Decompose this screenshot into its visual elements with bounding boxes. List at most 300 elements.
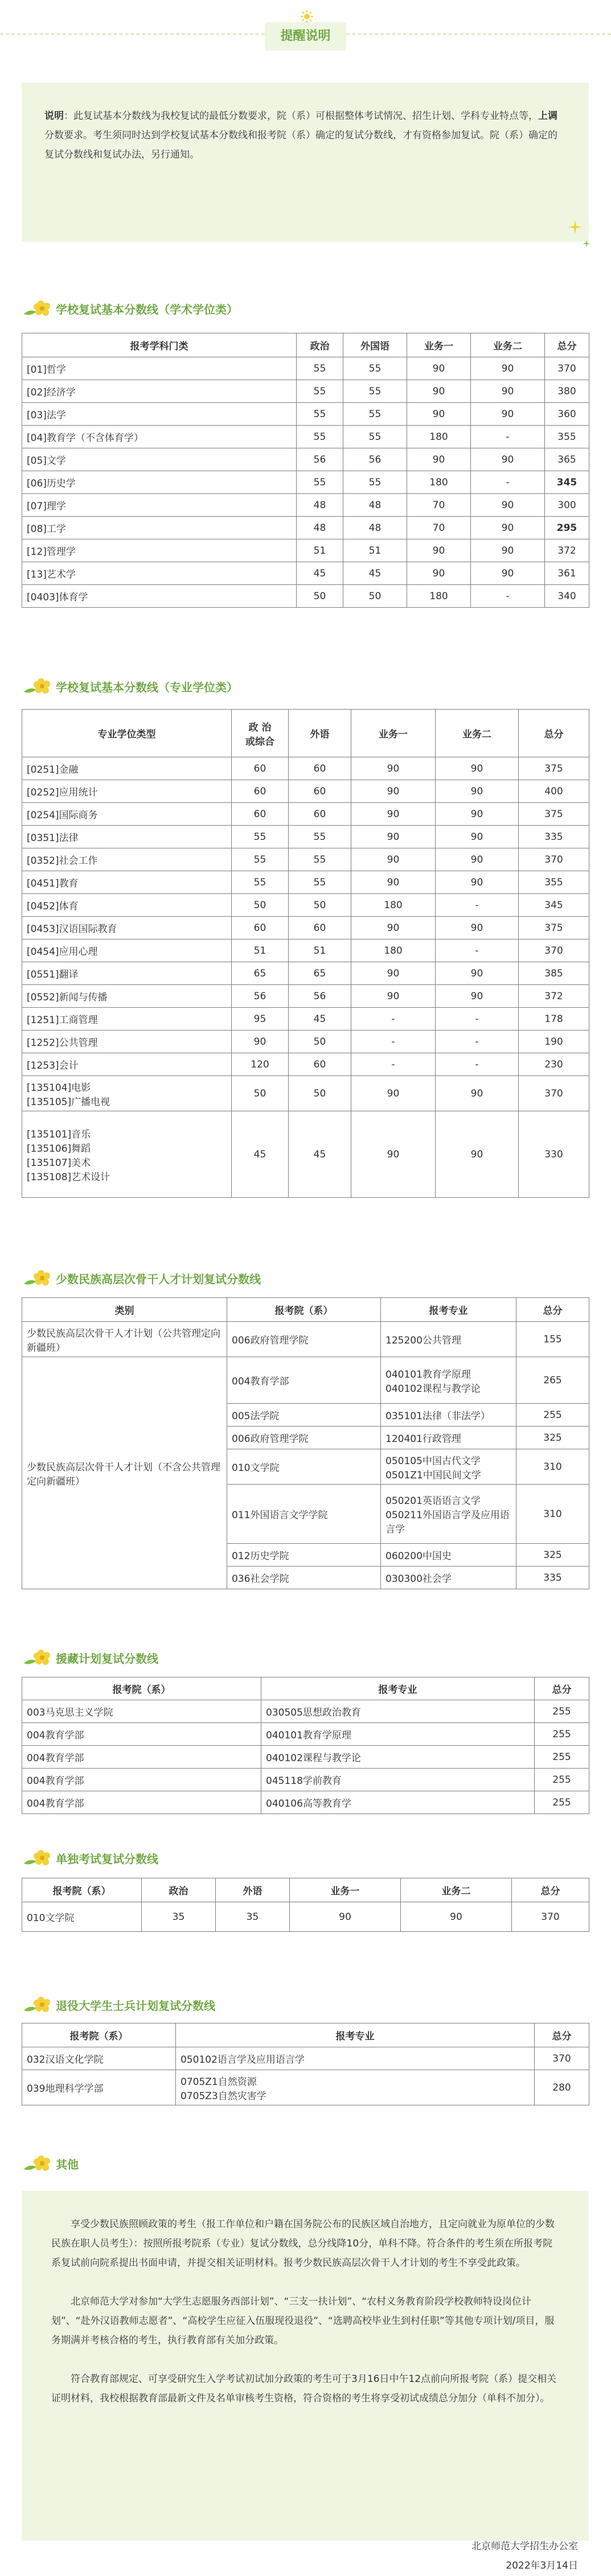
signature-org: 北京师范大学招生办公室 [471,2541,578,2552]
other-paragraph-3: 符合教育部规定、可享受研究生入学考试初试加分政策的考生可于3月16日中午12点前向所报考院（系）提交相关证明材料，我校根据教育部最新文件及名单审核考生资格，符合资格的考生将享受初试成绩总分加分（单科不加分）。 [51,2373,557,2404]
table-row [22,826,589,848]
table-cell: [0452]体育 [22,894,232,917]
table-cell: 90 [401,1902,512,1932]
column-header: 报考学科门类 [22,333,297,357]
column-header: 政 治 或综合 [232,710,289,757]
table-cell: 55 [343,471,407,494]
table-cell: 95 [232,1008,289,1031]
table-cell: 90 [351,917,436,939]
table-cell: 370 [535,2047,589,2070]
table-row [22,985,589,1008]
table-cell: 180 [407,471,471,494]
category-cell: 少数民族高层次骨干人才计划（公共管理定向新疆班） [22,1322,227,1357]
table-cell: [0252]应用统计 [22,780,232,803]
table-cell: 90 [407,448,471,471]
table-cell: [12]管理学 [22,539,297,562]
table-cell: [0351]法律 [22,826,232,848]
table-cell: 50 [232,1076,289,1111]
table-cell: 90 [471,494,545,517]
table-cell: 60 [232,917,289,939]
table-cell: - [436,894,519,917]
table-row [22,562,589,585]
table-cell: 380 [545,380,589,403]
table-cell: 178 [519,1008,589,1031]
table-cell: 55 [232,871,289,894]
table-cell: 70 [407,517,471,539]
section-minority-heading [22,1267,261,1289]
table-row [22,2047,589,2070]
table-cell: 48 [343,494,407,517]
table-row [22,1791,589,1814]
table-cell: 51 [343,539,407,562]
table-cell: 90 [351,826,436,848]
notice-title [265,22,346,51]
table-cell: - [436,939,519,962]
table-cell: 255 [535,1791,589,1814]
table-cell: 90 [471,539,545,562]
table-cell: 335 [516,1567,589,1589]
table-cell: [07]理学 [22,494,297,517]
table-row [22,1111,589,1198]
table-cell: 90 [351,757,436,780]
table-cell: 010文学院 [227,1449,381,1485]
table-row [22,1700,589,1723]
table-cell: 003马克思主义学院 [22,1700,261,1723]
table-cell: 60 [232,780,289,803]
table-cell: [1253]会计 [22,1053,232,1076]
table-cell: 90 [351,985,436,1008]
table-cell: 56 [289,985,351,1008]
column-header: 业务一 [290,1878,401,1902]
table-cell: 90 [471,357,545,380]
column-header: 类别 [22,1298,227,1322]
table-cell: - [471,426,545,448]
table-cell: 330 [519,1111,589,1198]
table-cell: 35 [142,1902,216,1932]
table-row [22,1008,589,1031]
table-cell: 90 [471,562,545,585]
table-row [22,780,589,803]
flower-icon [22,297,54,320]
table-cell: [05]文学 [22,448,297,471]
table-cell: 180 [351,894,436,917]
table-cell: 90 [436,1076,519,1111]
notice-text-1: ：此复试基本分数线为我校复试的最低分数要求，院（系）可根据整体考试情况、招生计划、学科专业特点等， [64,110,538,122]
table-cell: 90 [351,1111,436,1198]
table-cell: 60 [289,803,351,826]
table-row [22,448,589,471]
table-cell: 55 [232,848,289,871]
column-header: 报考专业 [176,2023,535,2047]
table-cell: 255 [516,1404,589,1427]
column-header: 总分 [512,1878,589,1902]
column-header: 总分 [535,2023,589,2047]
table-cell: 50 [289,1076,351,1111]
table-cell: 90 [351,962,436,985]
section-academic-title: 学校复试基本分数线（学术学位类） [56,302,238,316]
table-cell: 56 [343,448,407,471]
section-single-heading [22,1847,158,1869]
table-cell: 180 [407,585,471,608]
other-paragraph-1: 享受少数民族照顾政策的考生（报工作单位和户籍在国务院公布的民族区域自治地方，且定向就业为原单位的少数民族在职人员考生）：按照所报考院系（专业）复试分数线，总分线降10分，单科不降。符合条件的考生须在所报考院系复试前向院系提出书面申请，并提交相关证明材料。报考少数民族高层次骨干人才计划的考生不享受此政策。 [51,2219,555,2269]
table-cell: 375 [519,757,589,780]
column-header: 报考院（系） [22,1878,142,1902]
other-box [22,2191,589,2541]
table-cell: 280 [535,2070,589,2105]
table-cell: 90 [407,539,471,562]
table-cell: 361 [545,562,589,585]
table-row [22,426,589,448]
table-cell: - [436,1053,519,1076]
notice-header [0,14,611,54]
table-cell: [0453]汉语国际教育 [22,917,232,939]
column-header: 报考专业 [381,1298,516,1322]
flower-icon [22,1993,54,2016]
section-other-heading [22,2152,79,2175]
section-tibet-heading [22,1646,158,1669]
table-cell: [08]工学 [22,517,297,539]
table-row [22,1902,589,1932]
table-cell: 355 [545,426,589,448]
notice-text-2: 分数要求。考生须同时达到学校复试基本分数线和报考院（系）确定的复试分数线，才有资格参加复试。院（系）确定的复试分数线和复试办法，另行通知。 [44,130,557,160]
table-row [22,1076,589,1111]
table-row [22,962,589,985]
table-cell: [135101]音乐 [135106]舞蹈 [135107]美术 [135108]艺术设计 [22,1111,232,1198]
professional-table [22,709,589,1198]
table-header-row [22,1678,589,1700]
table-cell: 50 [289,894,351,917]
section-veteran-heading [22,1993,215,2016]
table-cell: 325 [516,1427,589,1449]
column-header: 外语 [216,1878,290,1902]
table-cell: [13]艺术学 [22,562,297,585]
table-cell: [06]历史学 [22,471,297,494]
table-cell: 035101法律（非法学） [381,1404,516,1427]
table-row [22,803,589,826]
notice-box [22,83,589,242]
section-minority-title: 少数民族高层次骨干人才计划复试分数线 [56,1272,261,1286]
column-header: 业务一 [407,333,471,357]
table-cell: 0705Z1自然资源 0705Z3自然灾害学 [176,2070,535,2105]
table-cell: 255 [535,1723,589,1746]
table-cell: 90 [351,780,436,803]
column-header: 报考院（系） [227,1298,381,1322]
table-cell: 55 [343,380,407,403]
table-cell: 60 [289,917,351,939]
table-row [22,2070,589,2105]
table-cell: 55 [343,426,407,448]
column-header: 报考院（系） [22,2023,176,2047]
table-cell: 180 [407,426,471,448]
table-header-row [22,333,589,357]
table-cell: 55 [232,826,289,848]
table-row [22,1769,589,1791]
table-cell: 006政府管理学院 [227,1322,381,1357]
sparkle-icon [567,219,583,235]
table-header-row [22,1298,589,1322]
column-header: 总分 [519,710,589,757]
table-cell: 004教育学部 [22,1791,261,1814]
notice-lead: 说明 [44,110,64,122]
table-cell: [0251]金融 [22,757,232,780]
column-header: 总分 [535,1678,589,1700]
table-cell: 90 [407,380,471,403]
table-cell: 370 [519,848,589,871]
table-cell: 325 [516,1544,589,1567]
table-cell: 90 [290,1902,401,1932]
table-cell: 60 [232,803,289,826]
table-cell: 50 [297,585,343,608]
veteran-table [22,2023,589,2105]
table-row [22,380,589,403]
section-professional-title: 学校复试基本分数线（专业学位类） [56,680,238,694]
table-cell: [0451]教育 [22,871,232,894]
table-cell: 45 [343,562,407,585]
table-cell: 90 [471,448,545,471]
table-cell: [0403]体育学 [22,585,297,608]
table-cell: [0454]应用心理 [22,939,232,962]
table-cell: 90 [351,803,436,826]
table-cell: 56 [232,985,289,1008]
category-cell: 少数民族高层次骨干人才计划（不含公共管理定向新疆班） [22,1357,227,1589]
table-cell: 70 [407,494,471,517]
table-cell: 90 [436,826,519,848]
table-cell: 55 [297,471,343,494]
table-cell: [02]经济学 [22,380,297,403]
table-cell: 90 [471,403,545,426]
section-professional-heading [22,675,238,698]
table-cell: 255 [535,1700,589,1723]
table-cell: 010文学院 [22,1902,142,1932]
column-header: 业务二 [401,1878,512,1902]
table-cell: 370 [512,1902,589,1932]
table-header-row [22,1878,589,1902]
table-cell: 65 [232,962,289,985]
column-header: 专业学位类型 [22,710,232,757]
table-cell: 48 [297,494,343,517]
table-row [22,403,589,426]
table-cell: 55 [289,871,351,894]
table-cell: 040102课程与教学论 [261,1746,535,1769]
table-cell: 180 [351,939,436,962]
table-row [22,494,589,517]
section-other-title: 其他 [56,2157,79,2171]
table-cell: 50 [232,894,289,917]
table-cell: 370 [519,1076,589,1111]
table-cell: 265 [516,1357,589,1404]
table-cell: 050105中国古代文学 0501Z1中国民间文学 [381,1449,516,1485]
table-header-row [22,710,589,757]
table-cell: 50 [343,585,407,608]
table-cell: 60 [289,780,351,803]
other-paragraph-2: 北京师范大学对参加“大学生志愿服务西部计划”、“三支一扶计划”、“农村义务教育阶段学校教师特设岗位计划”、“赴外汉语教师志愿者”、“高校学生应征入伍服现役退役”、“选聘高校毕业生到村任职”等其他专项计划/项目，服务期满并考核合格的考生，执行教育部有关加分政策。 [51,2296,555,2346]
table-cell: - [351,1053,436,1076]
table-cell: 040106高等教育学 [261,1791,535,1814]
table-cell: 51 [232,939,289,962]
table-cell: 90 [436,871,519,894]
table-cell: 360 [545,403,589,426]
table-cell: 372 [545,539,589,562]
signature [471,2537,578,2575]
table-cell: 55 [343,403,407,426]
table-row [22,1053,589,1076]
table-row [22,357,589,380]
signature-date: 2022年3月14日 [506,2560,578,2571]
table-cell: 48 [343,517,407,539]
table-cell: 90 [471,517,545,539]
table-cell: 036社会学院 [227,1567,381,1589]
table-row [22,1357,589,1404]
table-cell: 050102语言学及应用语言学 [176,2047,535,2070]
table-row [22,1746,589,1769]
table-cell: - [471,471,545,494]
table-cell: 040101教育学原理 [261,1723,535,1746]
table-cell: 50 [289,1031,351,1053]
table-cell: [1251]工商管理 [22,1008,232,1031]
table-cell: 255 [535,1769,589,1791]
column-header: 报考院（系） [22,1678,261,1700]
flower-icon [22,2152,54,2175]
table-row [22,757,589,780]
flower-icon [22,1646,54,1669]
table-cell: 310 [516,1485,589,1544]
table-cell: 90 [436,985,519,1008]
table-cell: 90 [436,917,519,939]
table-cell: 90 [351,871,436,894]
table-cell: 340 [545,585,589,608]
table-row [22,871,589,894]
table-cell: 365 [545,448,589,471]
column-header: 业务二 [436,710,519,757]
table-cell: 335 [519,826,589,848]
table-cell: [0551]翻译 [22,962,232,985]
table-row [22,1322,589,1357]
table-cell: 55 [289,826,351,848]
flower-icon [22,1847,54,1869]
table-cell: 65 [289,962,351,985]
section-single-title: 单独考试复试分数线 [56,1852,158,1866]
table-row [22,1031,589,1053]
table-cell: [01]哲学 [22,357,297,380]
column-header: 外语 [289,710,351,757]
table-cell: 90 [407,403,471,426]
table-cell: 56 [297,448,343,471]
table-cell: 90 [436,803,519,826]
table-cell: 55 [343,357,407,380]
table-cell: 011外国语言文学学院 [227,1485,381,1544]
table-cell: 310 [516,1449,589,1485]
table-cell: 90 [351,1076,436,1111]
single-table [22,1878,589,1932]
table-cell: 51 [289,939,351,962]
table-cell: 030505思想政治教育 [261,1700,535,1723]
table-cell: [0254]国际商务 [22,803,232,826]
table-cell: [03]法学 [22,403,297,426]
column-header: 业务二 [471,333,545,357]
table-cell: 004教育学部 [22,1746,261,1769]
table-cell: 032汉语文化学院 [22,2047,176,2070]
table-header-row [22,2023,589,2047]
table-cell: 370 [519,939,589,962]
table-cell: 55 [297,357,343,380]
table-cell: 370 [545,357,589,380]
table-cell: 039地理科学学部 [22,2070,176,2105]
notice-title-text: 提醒说明 [280,29,331,43]
table-cell: - [351,1031,436,1053]
table-cell: - [436,1008,519,1031]
column-header: 总分 [516,1298,589,1322]
table-cell: 45 [289,1008,351,1031]
table-cell: 255 [535,1746,589,1769]
table-cell: 125200公共管理 [381,1322,516,1357]
table-cell: 385 [519,962,589,985]
table-cell: 55 [297,403,343,426]
table-cell: - [436,1031,519,1053]
table-cell: 90 [436,1111,519,1198]
table-row [22,1723,589,1746]
table-cell: 045118学前教育 [261,1769,535,1791]
table-cell: 51 [297,539,343,562]
table-cell: 55 [289,848,351,871]
table-row [22,585,589,608]
sparkle-small-icon [582,239,591,248]
table-cell: 155 [516,1322,589,1357]
table-cell: 375 [519,803,589,826]
table-cell: [135104]电影 [135105]广播电视 [22,1076,232,1111]
table-row [22,539,589,562]
table-cell: [1252]公共管理 [22,1031,232,1053]
column-header: 政治 [142,1878,216,1902]
table-cell: 230 [519,1053,589,1076]
academic-table [22,333,589,608]
table-cell: 004教育学部 [22,1769,261,1791]
flower-icon [22,1267,54,1289]
table-row [22,939,589,962]
table-cell: 012历史学院 [227,1544,381,1567]
table-cell: 48 [297,517,343,539]
table-cell: 372 [519,985,589,1008]
section-veteran-title: 退役大学生士兵计划复试分数线 [56,1998,215,2013]
notice-emphasis: 上调 [538,110,557,122]
table-cell: - [471,585,545,608]
table-cell: 295 [545,517,589,539]
table-cell: 55 [297,426,343,448]
column-header: 政治 [297,333,343,357]
table-cell: 55 [297,380,343,403]
table-cell: [0552]新闻与传播 [22,985,232,1008]
table-cell: 005法学院 [227,1404,381,1427]
table-cell: 120401行政管理 [381,1427,516,1449]
table-cell: 300 [545,494,589,517]
tibet-table [22,1677,589,1814]
table-cell: 35 [216,1902,290,1932]
table-cell: 90 [436,757,519,780]
column-header: 报考专业 [261,1678,535,1700]
table-cell: 375 [519,917,589,939]
table-row [22,471,589,494]
table-cell: 90 [436,848,519,871]
table-cell: - [351,1008,436,1031]
table-cell: 90 [232,1031,289,1053]
table-cell: 90 [407,357,471,380]
section-tibet-title: 援藏计划复试分数线 [56,1651,158,1666]
table-cell: 060200中国史 [381,1544,516,1567]
table-cell: 004教育学部 [227,1357,381,1404]
table-cell: 040101教育学原理 040102课程与教学论 [381,1357,516,1404]
table-cell: 355 [519,871,589,894]
table-cell: 006政府管理学院 [227,1427,381,1449]
table-cell: 60 [289,757,351,780]
